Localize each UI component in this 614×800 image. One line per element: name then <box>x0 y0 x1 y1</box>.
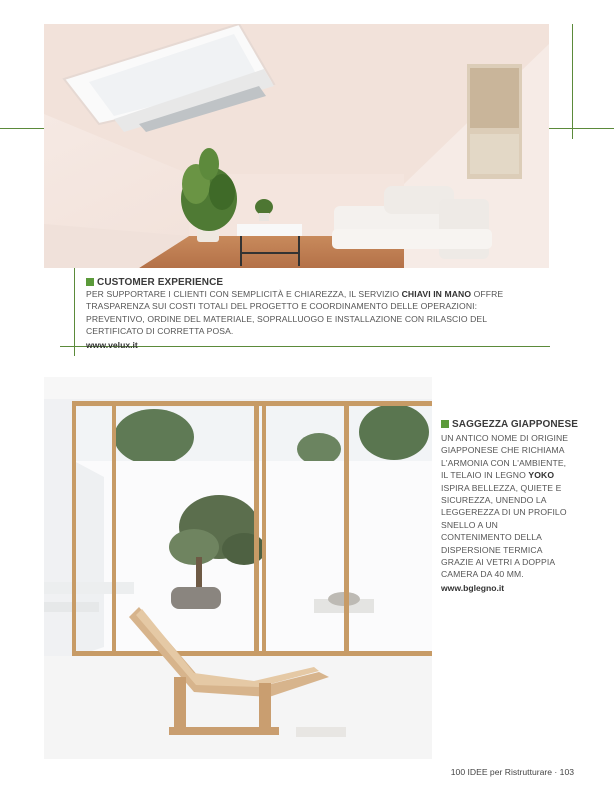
attic-room-photo <box>44 24 549 268</box>
caption-text-bold: YOKO <box>528 470 555 481</box>
caption-text-part: ISPIRA BELLEZZA, QUIETE E SICUREZZA, UNENDO LA LEGGEREZZA DI UN PROFILO SNELLO A UN CONTENIMENTO DELLA DISPERSIONE TERMICA GRAZIE AI VETRI A DOPPIA CAMERA DA 40 MM. <box>441 482 567 580</box>
caption-text-bold: CHIAVI IN MANO <box>401 289 472 299</box>
green-square-icon <box>86 278 94 286</box>
caption-title <box>441 419 578 430</box>
velux-link[interactable]: www.velux.it <box>86 339 138 350</box>
caption-title-text: SAGGEZZA GIAPPONESE <box>452 419 578 430</box>
green-square-icon <box>441 420 449 428</box>
caption-text-part: OFFRE TRASPARENZA SUI COSTI TOTALI DEL PROGETTO E COORDINAMENTO DELLE OPERAZIONI: PREVENTIVO, ORDINE DEL MATERIALE, SOPRALLUOGO E INSTALLAZIONE CON RILASCIO DEL CERTIFICATO DI CORRETTA POSA. <box>86 289 504 337</box>
caption-customer-experience <box>86 277 526 350</box>
caption-title <box>86 277 526 288</box>
bglegno-link[interactable]: www.bglegno.it <box>441 582 505 593</box>
courtyard-glass-doors-photo <box>44 377 432 759</box>
caption-text-part: UN ANTICO NOME DI ORIGINE GIAPPONESE CHE RICHIAMA L'ARMONIA CON L'AMBIENTE, IL TELAIO IN LEGNO <box>441 433 569 481</box>
page-footer: 100 IDEE per Ristrutturare · 103 <box>450 767 574 777</box>
caption-body <box>441 432 571 581</box>
caption-text-part: PER SUPPORTARE I CLIENTI CON SEMPLICITÀ E CHIAREZZA, IL SERVIZIO <box>86 289 402 299</box>
caption-body <box>86 288 526 338</box>
caption-title-text: CUSTOMER EXPERIENCE <box>97 277 224 288</box>
caption-saggezza-giapponese <box>441 419 578 593</box>
decor-line-caption1-left <box>74 268 75 356</box>
